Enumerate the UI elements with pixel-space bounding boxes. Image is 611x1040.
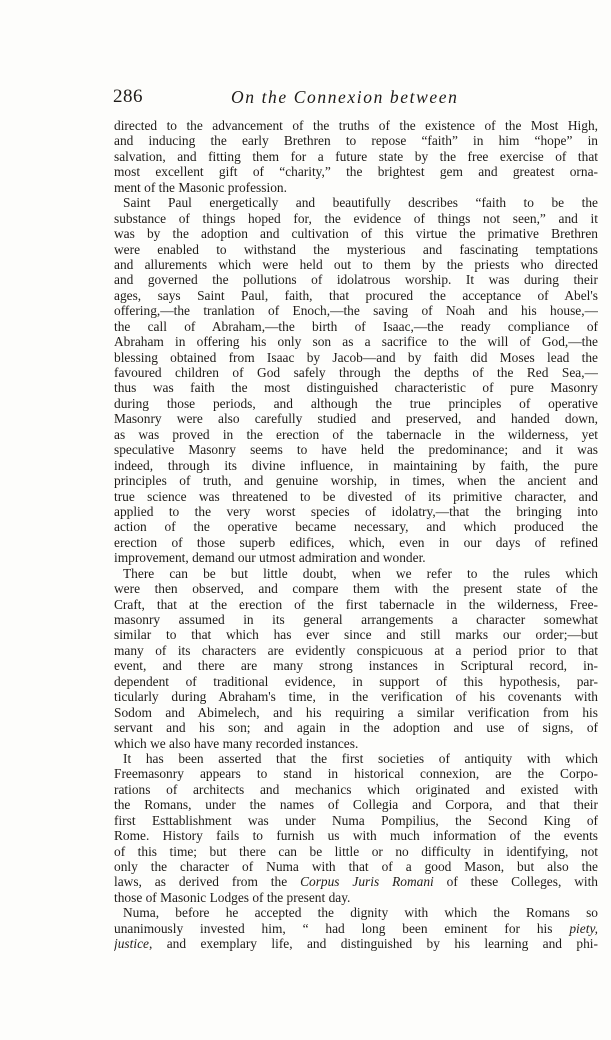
- text-line: Abraham in offering his only son as a sacrifice to the will of God,—the: [114, 334, 598, 350]
- text-line: dependent of traditional evidence, in support of this hypothesis, par-: [114, 673, 598, 689]
- text-line: Sodom and Abimelech, and his requiring a similar verification from his: [114, 704, 598, 720]
- paragraph-start-line: Saint Paul energetically and beautifully describes “faith to be the: [123, 195, 598, 211]
- text-line: blessing obtained from Isaac by Jacob—and by faith did Moses lead the: [114, 349, 598, 365]
- text-line: first Esttablishment was under Numa Pompilius, the Second King of: [114, 812, 598, 828]
- text-line: and allurements which were held out to them by the priests who directed: [114, 256, 598, 272]
- text-line: those of Masonic Lodges of the present day.: [114, 889, 351, 905]
- text-fragment: laws, as derived from the: [114, 874, 301, 890]
- text-line: improvement, demand our utmost admiration and wonder.: [114, 550, 426, 566]
- text-line: speculative Masonry seems to have held the predominance; and it was: [114, 442, 598, 458]
- text-line: true science was threatened to be divested of its primitive character, and: [114, 488, 598, 504]
- text-line: offering,—the tranlation of Enoch,—the saving of Noah and his house,—: [114, 303, 598, 319]
- text-line: event, and there are many strong instances in Scriptural record, in-: [114, 658, 598, 674]
- text-line: masonry assumed in its general arrangements a character somewhat: [114, 612, 598, 627]
- text-line: as was proved in the erection of the tabernacle in the wilderness, yet: [114, 426, 598, 442]
- text-line: Craft, that at the erection of the first tabernacle in the wilderness, Free-: [114, 596, 598, 612]
- text-line: during those periods, and although the true principles of operative: [114, 395, 598, 411]
- text-line: [114, 874, 598, 889]
- text-line: and inducing the early Brethren to repose “faith” in him “hope” in: [114, 133, 598, 149]
- text-line: Masonry were also carefully studied and preserved, and handed down,: [114, 411, 598, 427]
- text-line: ages, says Saint Paul, faith, that procured the acceptance of Abel's: [114, 287, 598, 303]
- text-line: was by the adoption and cultivation of this virtue the primative Brethren: [114, 226, 598, 242]
- italic-word: piety,: [569, 920, 598, 936]
- text-line: directed to the advancement of the truths of the existence of the Most High,: [114, 118, 598, 133]
- text-line: of this time; but there can be little or no difficulty in identifying, not: [114, 843, 598, 859]
- text-line: and governed the pollutions of idolatrous worship. It was during their: [114, 272, 598, 288]
- text-fragment: of these Colleges, with: [433, 874, 598, 890]
- text-line: principles of truth, and genuine worship, in times, when the ancient and: [114, 473, 598, 489]
- text-line: [114, 921, 598, 936]
- text-fragment: unanimously invested him, “ had long been eminent for his: [114, 920, 570, 936]
- text-fragment: , and exemplary life, and distinguished by his learning and phi-: [148, 936, 598, 952]
- page-number: 286: [113, 86, 143, 107]
- text-line: applied to the very worst species of idolatry,—that the bringing into: [114, 503, 598, 519]
- text-line: similar to that which has ever since and still marks our order;—but: [114, 627, 598, 643]
- italic-phrase: Corpus Juris Romani: [300, 874, 434, 890]
- text-line: favoured children of God safely through the depths of the Red Sea,—: [114, 365, 598, 380]
- italic-word: justice: [114, 936, 149, 952]
- text-line: were then observed, and compare them with the present state of the: [114, 581, 598, 597]
- text-line: many of its characters are evidently conspicuous at a period prior to that: [114, 642, 598, 658]
- text-line: [114, 936, 598, 951]
- text-line: servant and his son; and again in the adoption and use of signs, of: [114, 720, 598, 736]
- body-text: [114, 118, 598, 952]
- text-line: substance of things hoped for, the evidence of things not seen,” and it: [114, 210, 598, 226]
- paragraph-start-line: Numa, before he accepted the dignity with which the Romans so: [123, 905, 598, 921]
- text-line: salvation, and fitting them for a future state by the free exercise of that: [114, 148, 598, 164]
- text-line: thus was faith the most distinguished characteristic of pure Masonry: [114, 380, 598, 396]
- text-line: were enabled to withstand the mysterious and fascinating temptations: [114, 241, 598, 257]
- text-line: ment of the Masonic profession.: [114, 179, 287, 195]
- text-line: ticularly during Abraham's time, in the verification of his covenants with: [114, 689, 598, 705]
- text-line: action of the operative became necessary, and which produced the: [114, 519, 598, 535]
- running-head: [113, 86, 598, 112]
- paragraph-start-line: It has been asserted that the first societies of antiquity with which: [123, 750, 598, 766]
- text-line: most excellent gift of “charity,” the brightest gem and greatest orna-: [114, 164, 598, 180]
- text-line: Freemasonry appears to stand in historical connexion, are the Corpo-: [114, 766, 598, 782]
- text-line: which we also have many recorded instances.: [114, 735, 359, 751]
- paragraph-start-line: There can be but little doubt, when we refer to the rules which: [123, 565, 598, 581]
- text-line: rations of architects and mechanics which originated and existed with: [114, 781, 598, 797]
- text-line: Rome. History fails to furnish us with much information of the events: [114, 828, 598, 844]
- text-line: indeed, through its divine influence, in maintaining by faith, the pure: [114, 457, 598, 473]
- text-line: the call of Abraham,—the birth of Isaac,—the ready compliance of: [114, 318, 598, 334]
- text-line: the Romans, under the names of Collegia and Corpora, and that their: [114, 797, 598, 813]
- running-title: On the Connexion between: [231, 87, 459, 107]
- text-line: only the character of Numa with that of a good Mason, but also the: [114, 859, 598, 874]
- text-line: erection of those superb edifices, which, even in our days of refined: [114, 534, 598, 550]
